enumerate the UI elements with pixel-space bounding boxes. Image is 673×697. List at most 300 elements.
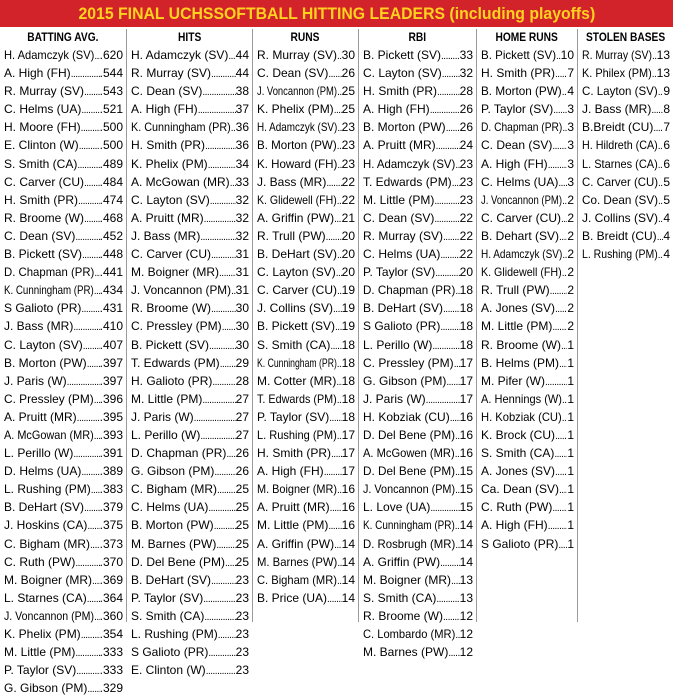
dot-leader [555, 428, 567, 444]
list-item [0, 336, 126, 354]
dot-leader [426, 392, 460, 408]
stat-value: .521 [99, 102, 123, 117]
player-name: J. Paris (W) [4, 373, 67, 388]
dot-leader [432, 338, 459, 354]
stat-value: 22 [341, 192, 355, 207]
list-item [0, 625, 126, 643]
stat-value: 25 [341, 84, 355, 99]
stat-value: 2 [567, 283, 574, 298]
stat-value: 20 [459, 265, 473, 280]
list-item [127, 82, 252, 100]
stat-value: 22 [459, 228, 473, 243]
stat-value: 14 [459, 518, 473, 533]
player-name: L. Perillo (W) [363, 337, 433, 352]
dot-leader [77, 410, 100, 426]
dot-leader [435, 265, 459, 281]
player-name: K. Philex (PM) [582, 66, 652, 81]
dot-leader [552, 500, 567, 516]
player-name: B. Dehart (SV) [481, 228, 560, 243]
dot-leader [84, 211, 100, 227]
dot-leader [324, 464, 342, 480]
column-header-label: STOLEN BASES [585, 30, 666, 44]
list-item [578, 136, 673, 154]
player-name: D. Chapman (PR) [131, 446, 227, 461]
player-name: R. Murray (SV) [582, 48, 653, 62]
dot-leader [200, 428, 235, 444]
stat-list [477, 46, 577, 553]
list-item [253, 209, 358, 227]
dot-leader [81, 627, 100, 643]
stat-value: 15 [459, 500, 473, 515]
player-name: C. Pressley (PM) [363, 355, 454, 370]
stat-value: 32 [459, 66, 473, 81]
stat-value: 33 [459, 48, 473, 62]
list-item [359, 100, 476, 118]
stat-value: 14 [341, 536, 355, 551]
player-name: R. Broome (W) [4, 210, 85, 225]
list-item [0, 100, 126, 118]
list-item [477, 263, 577, 281]
dot-leader [552, 319, 567, 335]
dot-leader [430, 500, 459, 516]
column-header-label: RUNS [291, 30, 320, 44]
list-item [253, 516, 358, 534]
stat-value: 23 [459, 174, 473, 189]
stat-value: 31 [235, 283, 249, 298]
list-item [359, 173, 476, 191]
stat-value: 26 [235, 446, 249, 461]
list-item [127, 281, 252, 299]
dot-leader [204, 609, 235, 625]
list-item [0, 607, 126, 625]
list-item [359, 625, 476, 643]
list-item [477, 64, 577, 82]
player-name: J. Hoskins (CA) [4, 518, 88, 533]
stat-value: .354 [99, 627, 123, 641]
list-item [359, 462, 476, 480]
dot-leader [84, 500, 100, 516]
stat-value: 4 [663, 228, 670, 243]
player-name: A. High (FH) [481, 156, 548, 171]
player-name: C. Helms (UA) [481, 174, 559, 189]
list-item [477, 46, 577, 64]
dot-leader [448, 645, 459, 661]
list-item [127, 571, 252, 589]
dot-leader [328, 66, 341, 82]
list-item [0, 118, 126, 136]
player-name: P. Taylor (SV) [131, 590, 204, 605]
list-item [253, 281, 358, 299]
list-item [0, 209, 126, 227]
player-name: L. Rushing (PM) [4, 482, 91, 497]
dot-leader [218, 627, 236, 643]
player-name: B. Helms (PM) [481, 355, 559, 370]
list-item [253, 336, 358, 354]
stat-value: 2 [567, 228, 574, 243]
list-item [477, 100, 577, 118]
stat-value: .379 [99, 500, 123, 515]
stat-value: 20 [341, 265, 355, 280]
column-header [359, 29, 476, 45]
player-name: S Galioto (PR) [131, 645, 209, 660]
player-name: S. Smith (CA) [4, 156, 78, 171]
player-name: H. Moore (FH) [4, 120, 81, 135]
player-name: H. Smith (PR) [363, 84, 438, 99]
dot-leader [651, 102, 663, 118]
list-item [253, 173, 358, 191]
dot-leader [81, 464, 99, 480]
stat-value: 18 [459, 319, 473, 334]
player-name: C. Layton (SV) [4, 337, 83, 352]
player-name: K. Phelix (PM) [131, 156, 208, 171]
player-name: C. Layton (SV) [131, 192, 210, 207]
dot-leader [82, 247, 100, 263]
list-item [253, 155, 358, 173]
stat-value: 13 [656, 48, 670, 62]
stat-value: 16 [459, 409, 473, 424]
stat-value: 14 [341, 590, 355, 605]
list-item [0, 372, 126, 390]
player-name: L. Starnes (CA) [4, 590, 87, 605]
list-item [359, 64, 476, 82]
player-name: K. Phelix (PM) [4, 627, 81, 641]
player-name: R. Broome (W) [481, 337, 562, 352]
stat-value: 1 [567, 482, 574, 497]
player-name: C. Layton (SV) [257, 265, 336, 280]
player-name: M. Little (PM) [131, 391, 203, 406]
player-name: B. Pickett (SV) [131, 337, 210, 352]
player-name: L. Rushing (PM) [582, 247, 658, 262]
list-item [253, 535, 358, 553]
dot-leader [78, 193, 100, 209]
stat-value: 25 [235, 536, 249, 551]
stat-value: 16 [459, 446, 473, 461]
player-name: A. McGowen (MR) [363, 446, 455, 461]
stat-value: .360 [99, 608, 123, 623]
dot-leader [91, 482, 100, 498]
list-item [477, 516, 577, 534]
column-header-label: BATTING AVG. [27, 30, 99, 44]
player-name: B. Morton (PW) [481, 84, 562, 99]
list-item [127, 553, 252, 571]
list-item [0, 245, 126, 263]
player-name: J. Paris (W) [363, 391, 426, 406]
player-name: K. Howard (FH) [257, 156, 338, 171]
stat-value: 20 [341, 228, 355, 243]
player-name: R. Broome (W) [363, 608, 444, 623]
dot-leader [222, 319, 236, 335]
dot-leader [558, 537, 567, 553]
stat-value: .395 [99, 409, 123, 424]
player-name: D. Chapman (PR) [363, 283, 456, 298]
player-name: M. Cotter (MR) [257, 373, 337, 388]
list-item [127, 444, 252, 462]
list-item [253, 317, 358, 335]
player-name: M. Little (PM) [363, 192, 435, 207]
player-name: C. Helms (UA) [131, 500, 209, 515]
list-item [0, 173, 126, 191]
dot-leader [211, 247, 236, 263]
stat-value: 18 [459, 301, 473, 316]
list-item [359, 263, 476, 281]
list-item [359, 408, 476, 426]
stat-value: 1 [567, 391, 574, 406]
player-name: S. Smith (CA) [481, 446, 555, 461]
list-item [127, 336, 252, 354]
list-item [127, 625, 252, 643]
stat-value: 1 [567, 373, 574, 388]
list-item [359, 136, 476, 154]
stat-value: .389 [99, 464, 123, 479]
stat-value: .364 [99, 590, 123, 605]
list-item [253, 354, 358, 372]
stat-value: 19 [341, 319, 355, 334]
stat-value: 22 [341, 174, 355, 189]
list-item [127, 643, 252, 661]
dot-leader [326, 229, 342, 245]
list-item [127, 191, 252, 209]
player-name: S. Smith (CA) [257, 337, 331, 352]
stat-value: .333 [99, 663, 123, 678]
stat-value: 30 [235, 337, 249, 352]
stat-list [359, 46, 476, 661]
player-name: M. Little (PM) [257, 518, 329, 533]
stat-value: 30 [341, 48, 355, 62]
stat-value: .407 [99, 337, 123, 352]
list-item [127, 245, 252, 263]
column-header [0, 29, 126, 45]
list-item [253, 191, 358, 209]
player-name: D. Del Bene (PM) [363, 464, 456, 479]
stat-value: 44 [235, 66, 249, 81]
list-item [253, 82, 358, 100]
stat-value: 25 [341, 102, 355, 117]
player-name: P. Taylor (SV) [257, 409, 330, 424]
list-item [359, 209, 476, 227]
stat-value: 18 [341, 355, 355, 370]
list-item [253, 408, 358, 426]
dot-leader [81, 120, 100, 136]
player-name: H. Adamczyk (SV) [4, 48, 95, 62]
player-name: D. Helms (UA) [4, 464, 82, 479]
player-name: C. Carver (CU) [4, 174, 84, 189]
list-item [0, 444, 126, 462]
dot-leader [434, 193, 459, 209]
stat-value: 14 [341, 554, 355, 569]
stat-value: .431 [99, 301, 123, 316]
stat-value: 2 [567, 301, 574, 316]
list-item [127, 100, 252, 118]
player-name: A. Pruitt (MR) [257, 500, 330, 515]
stat-value: .543 [99, 84, 123, 99]
list-item [578, 64, 673, 82]
stat-value: 25 [235, 554, 249, 569]
player-name: H. Adamczyk (SV) [363, 156, 456, 171]
player-name: C. Dean (SV) [131, 84, 203, 99]
player-name: R. Trull (PW) [481, 283, 550, 298]
list-item [253, 372, 358, 390]
stat-value: 19 [341, 283, 355, 298]
list-item [477, 498, 577, 516]
column-header [253, 29, 358, 45]
player-name: S. Smith (CA) [131, 608, 205, 623]
dot-leader [555, 301, 567, 317]
stat-value: .391 [99, 446, 123, 461]
list-item [127, 263, 252, 281]
stat-value: 44 [235, 48, 249, 62]
stat-value: 14 [459, 536, 473, 551]
stat-value: 16 [341, 500, 355, 515]
player-name: C. Ruth (PW) [481, 500, 553, 515]
list-item [359, 245, 476, 263]
stat-value: 7 [663, 120, 670, 135]
dot-leader [84, 175, 100, 191]
list-item [578, 191, 673, 209]
dot-leader [87, 591, 100, 607]
list-item [127, 589, 252, 607]
player-name: B. Pickett (SV) [363, 48, 442, 62]
player-name: J. Voncannon (PM) [4, 608, 95, 623]
stat-value: 13 [459, 590, 473, 605]
player-name: H. Adamczyk (SV) [257, 120, 338, 135]
dot-leader [75, 645, 99, 661]
list-item [127, 299, 252, 317]
player-name: B.Breidt (CU) [582, 120, 654, 135]
stat-value: 38 [235, 84, 249, 99]
dot-leader [554, 446, 567, 462]
list-item [253, 100, 358, 118]
list-item [359, 643, 476, 661]
stat-value: 3 [567, 120, 574, 135]
player-name: K. Glidewell (FH) [481, 265, 562, 280]
player-name: A. Jones (SV) [481, 464, 556, 479]
list-item [578, 118, 673, 136]
player-name: A. Pruitt (MR) [4, 409, 77, 424]
column-stolen-bases [577, 29, 673, 622]
stat-value: 4 [663, 247, 670, 262]
stat-value: 1 [567, 427, 574, 442]
player-name: S Galioto (PR) [4, 301, 82, 316]
player-name: L. Rushing (PM) [257, 427, 337, 442]
stat-value: .500 [99, 120, 123, 135]
stat-value: 32 [235, 192, 249, 207]
dot-leader [67, 374, 100, 390]
player-name: C. Pressley (PM) [4, 391, 94, 406]
list-item [0, 643, 126, 661]
stat-value: 9 [663, 84, 670, 99]
player-name: C. Carver (CU) [131, 247, 211, 262]
player-name: C. Bigham (MR) [4, 536, 91, 551]
dot-leader [555, 464, 567, 480]
dot-leader [219, 265, 236, 281]
list-item [127, 46, 252, 64]
dot-leader [202, 392, 235, 408]
list-item [477, 173, 577, 191]
column-header [477, 29, 577, 45]
dot-leader [331, 446, 342, 462]
list-item [0, 82, 126, 100]
player-name: M. Little (PM) [481, 319, 553, 334]
list-item [127, 173, 252, 191]
player-name: A. McGowan (MR) [131, 174, 230, 189]
stat-value: .489 [99, 156, 123, 171]
stat-value: 22 [459, 247, 473, 262]
dot-leader [328, 518, 341, 534]
player-name: C. Ruth (PW) [4, 554, 76, 569]
stat-value: 31 [235, 265, 249, 280]
list-item [0, 535, 126, 553]
column-header-label: RBI [408, 30, 427, 44]
list-item [477, 354, 577, 372]
stat-value: 25 [235, 482, 249, 497]
list-item [0, 136, 126, 154]
list-item [127, 607, 252, 625]
stat-value: 23 [235, 590, 249, 605]
dot-leader [657, 229, 664, 245]
stat-value: 14 [459, 554, 473, 569]
column-batting-avg [0, 29, 126, 696]
stat-value: 23 [235, 663, 249, 678]
dot-leader [452, 175, 460, 191]
player-name: R. Murray (SV) [131, 66, 212, 81]
dot-leader [75, 229, 99, 245]
player-name: D. Del Bene (PM) [363, 427, 456, 442]
player-name: K. Cunningham (PR) [131, 120, 231, 135]
dot-leader [333, 301, 342, 317]
dot-leader [211, 66, 236, 82]
list-item [578, 173, 673, 191]
list-item [127, 118, 252, 136]
player-name: J. Bass (MR) [131, 228, 201, 243]
player-name: M. Pifer (W) [481, 373, 545, 388]
column-runs [252, 29, 358, 622]
stat-value: 23 [341, 138, 355, 153]
stat-value: 2 [567, 247, 574, 262]
dot-leader [228, 48, 235, 64]
dot-leader [81, 301, 99, 317]
dot-leader [206, 663, 236, 679]
dot-leader [545, 374, 567, 390]
list-item [359, 227, 476, 245]
player-name: R. Murray (SV) [4, 84, 85, 99]
player-name: D. Rosbrugh (MR) [363, 536, 456, 551]
stat-value: 17 [341, 464, 355, 479]
player-name: C. Lombardo (MR) [363, 627, 456, 641]
dot-leader [77, 157, 99, 173]
dot-leader [434, 211, 459, 227]
player-name: C. Dean (SV) [363, 210, 435, 225]
player-name: H. Kobziak (CU) [481, 409, 562, 424]
stat-value: 30 [235, 319, 249, 334]
list-item [0, 155, 126, 173]
player-name: L. Rushing (PM) [131, 627, 218, 641]
player-name: A. High (FH) [363, 102, 430, 117]
dot-leader [212, 374, 235, 390]
stat-value: 21 [341, 210, 355, 225]
dot-leader [208, 645, 235, 661]
dot-leader [209, 338, 236, 354]
list-item [477, 227, 577, 245]
player-name: E. Clinton (W) [131, 663, 206, 678]
player-name: H. Adamczyk (SV) [481, 247, 563, 262]
list-item [477, 136, 577, 154]
player-name: S. Smith (CA) [363, 590, 437, 605]
list-item [477, 480, 577, 498]
dot-leader [653, 120, 663, 136]
list-item [0, 317, 126, 335]
list-item [477, 462, 577, 480]
player-name: S Galioto (PR) [363, 319, 441, 334]
